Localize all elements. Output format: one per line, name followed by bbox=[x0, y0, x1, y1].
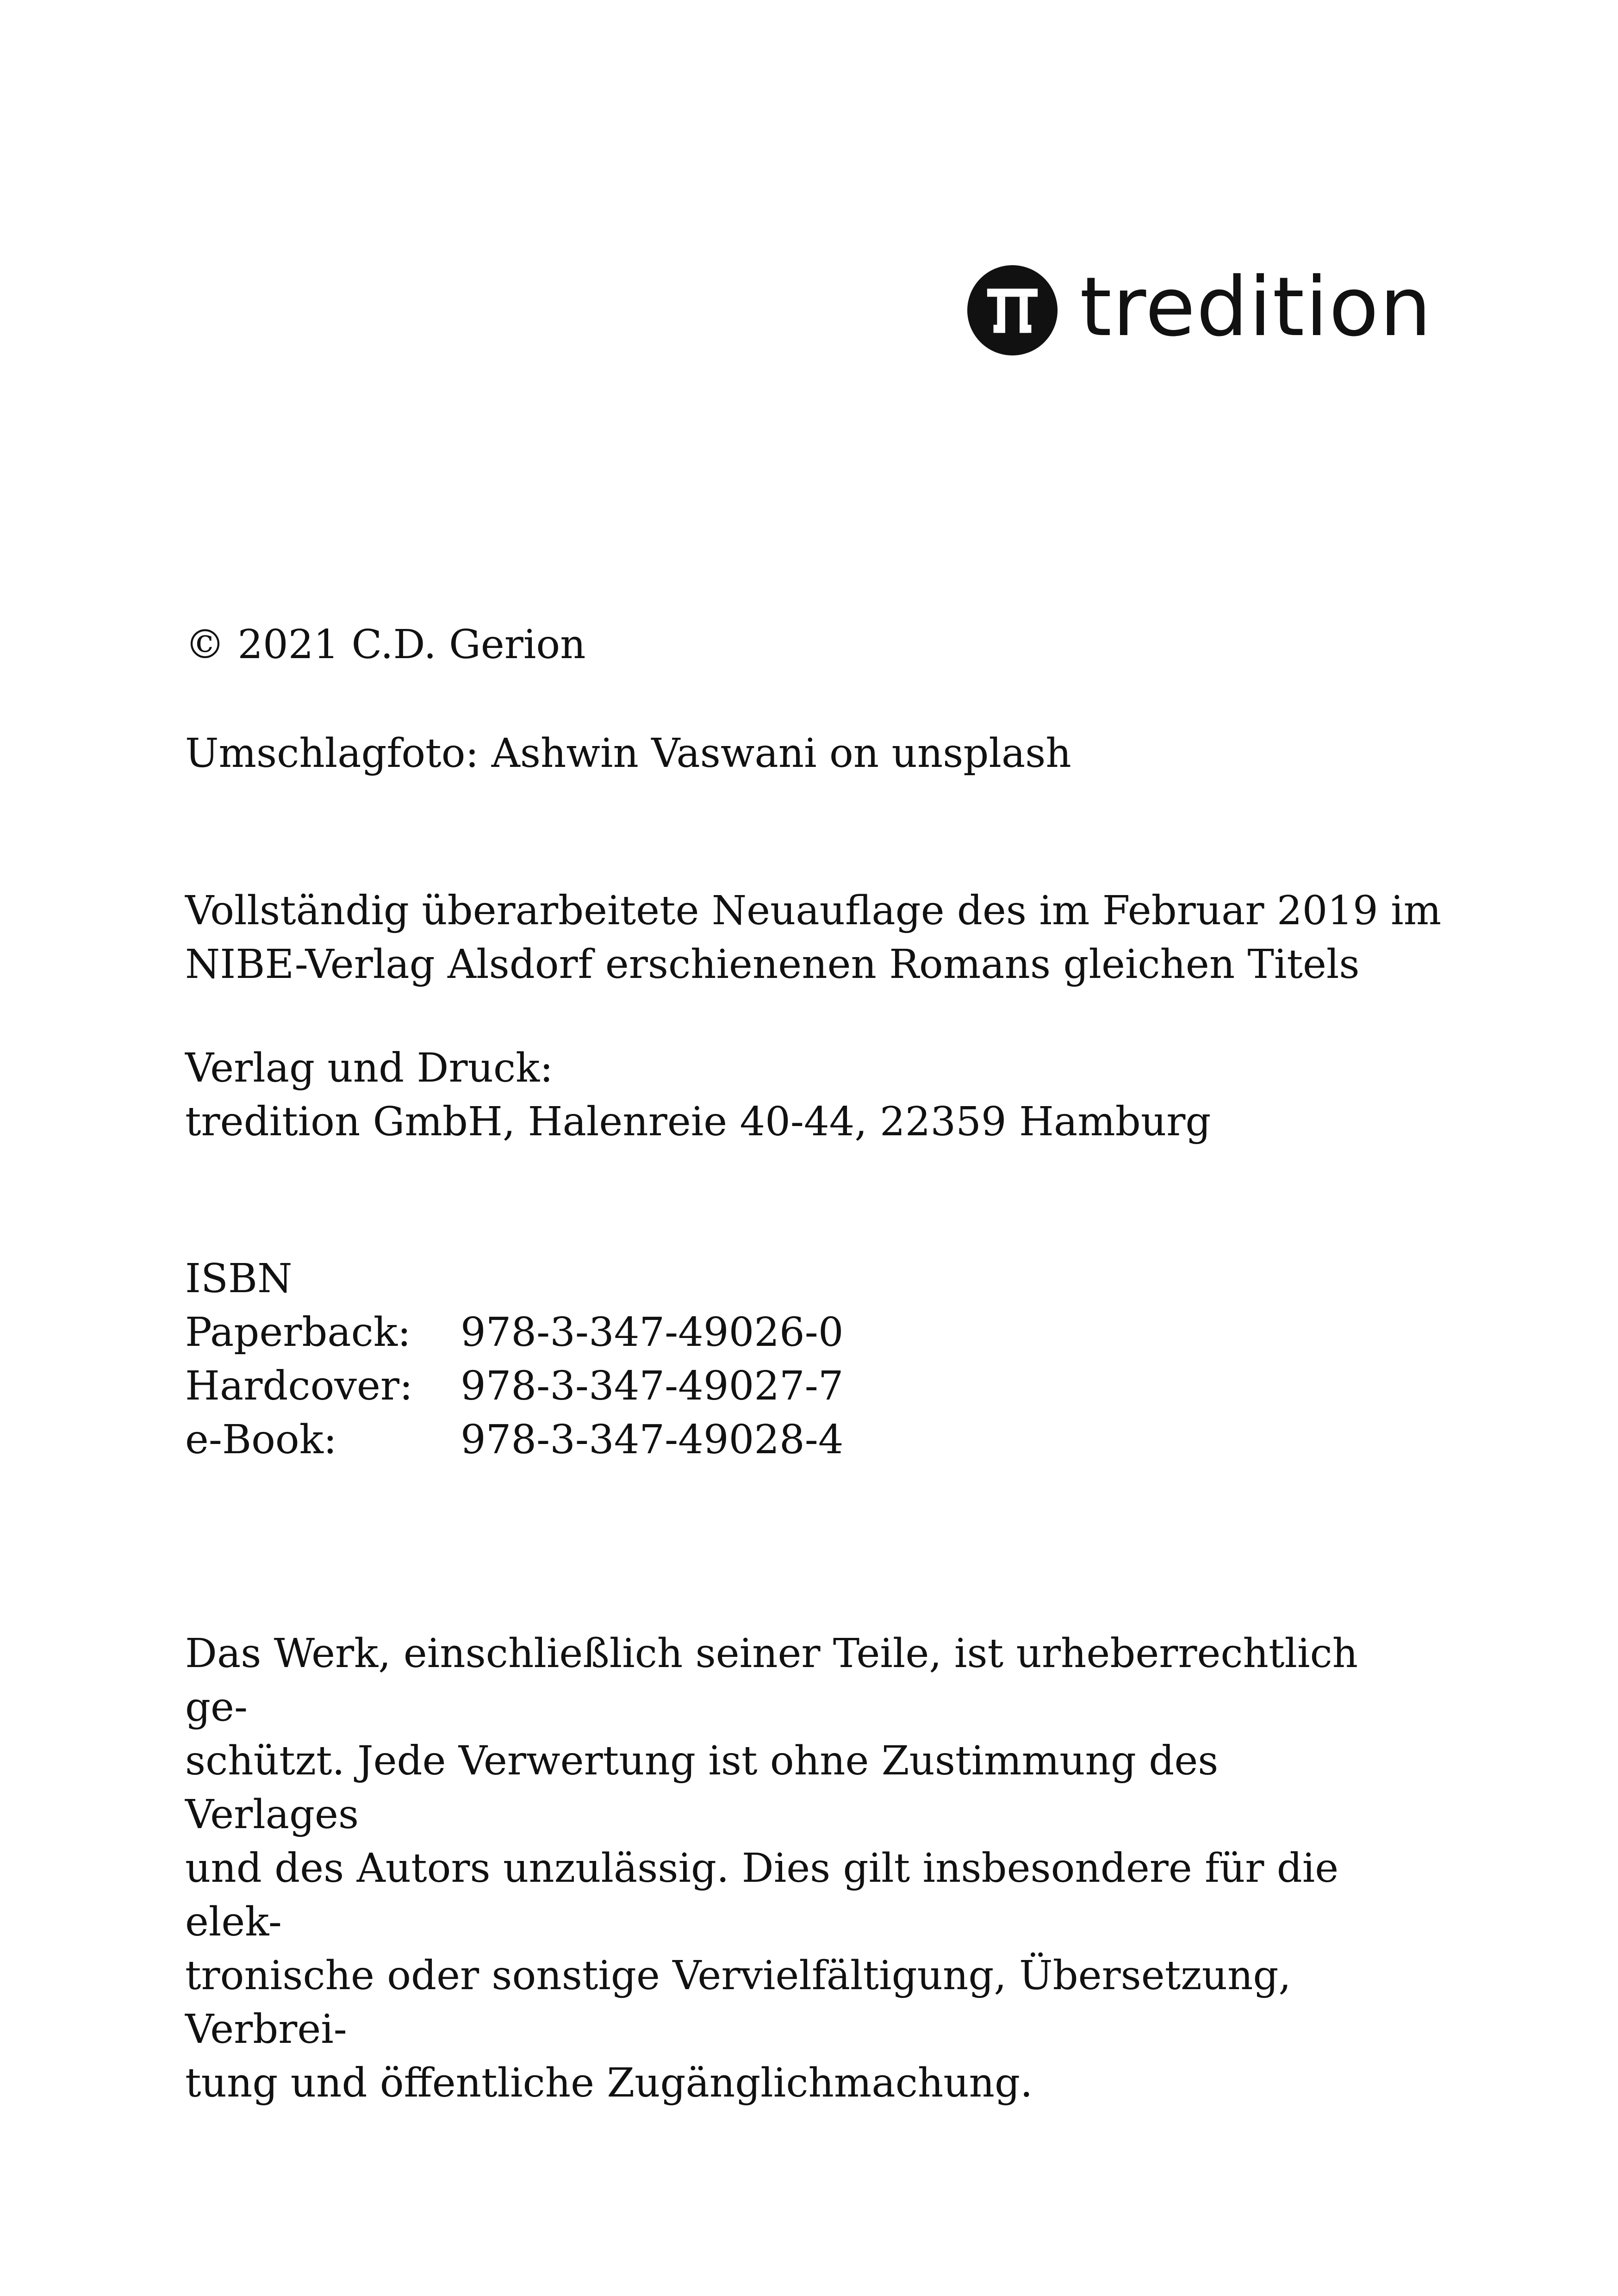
isbn-label: Hardcover: bbox=[185, 1363, 413, 1409]
rights-notice-line: und des Autors unzulässig. Dies gilt insbesondere für die elek- bbox=[185, 1845, 1339, 1945]
isbn-row-ebook bbox=[185, 1413, 844, 1467]
isbn-number: 978-3-347-49027-7 bbox=[461, 1363, 844, 1409]
isbn-label: Paperback: bbox=[185, 1309, 411, 1356]
isbn-number: 978-3-347-49026-0 bbox=[461, 1309, 844, 1356]
publisher-wordmark: tredition bbox=[1080, 260, 1432, 355]
tredition-logo-mark-icon bbox=[967, 265, 1058, 355]
cover-photo-credit: Umschlagfoto: Ashwin Vaswani on unsplash bbox=[185, 730, 1071, 777]
isbn-heading: ISBN bbox=[185, 1256, 292, 1302]
edition-note-line: Vollständig überarbeitete Neuauflage des im Februar 2019 im bbox=[185, 888, 1442, 934]
edition-note-line: NIBE-Verlag Alsdorf erschienenen Romans gleichen Titels bbox=[185, 941, 1360, 988]
isbn-number: 978-3-347-49028-4 bbox=[461, 1417, 844, 1463]
publisher-heading: Verlag und Druck: bbox=[185, 1045, 554, 1091]
rights-notice bbox=[185, 1627, 1361, 2110]
isbn-label: e-Book: bbox=[185, 1417, 337, 1463]
edition-note bbox=[185, 884, 1441, 991]
isbn-row-hardcover bbox=[185, 1359, 844, 1413]
rights-notice-line: tung und öffentliche Zugänglichmachung. bbox=[185, 2060, 1033, 2106]
publisher-address: tredition GmbH, Halenreie 40-44, 22359 Hamburg bbox=[185, 1099, 1211, 1145]
publisher-logo bbox=[967, 259, 1432, 361]
rights-notice-line: tronische oder sonstige Vervielfältigung, Übersetzung, Verbrei- bbox=[185, 1953, 1291, 2053]
copyright-notice: © 2021 C.D. Gerion bbox=[185, 622, 586, 668]
publisher-info bbox=[185, 1041, 1211, 1149]
isbn-row-paperback bbox=[185, 1306, 844, 1359]
rights-notice-line: Das Werk, einschließlich seiner Teile, ist urheberrechtlich ge- bbox=[185, 1630, 1358, 1730]
rights-notice-line: schützt. Jede Verwertung ist ohne Zustimmung des Verlages bbox=[185, 1738, 1219, 1838]
isbn-block bbox=[185, 1252, 844, 1467]
